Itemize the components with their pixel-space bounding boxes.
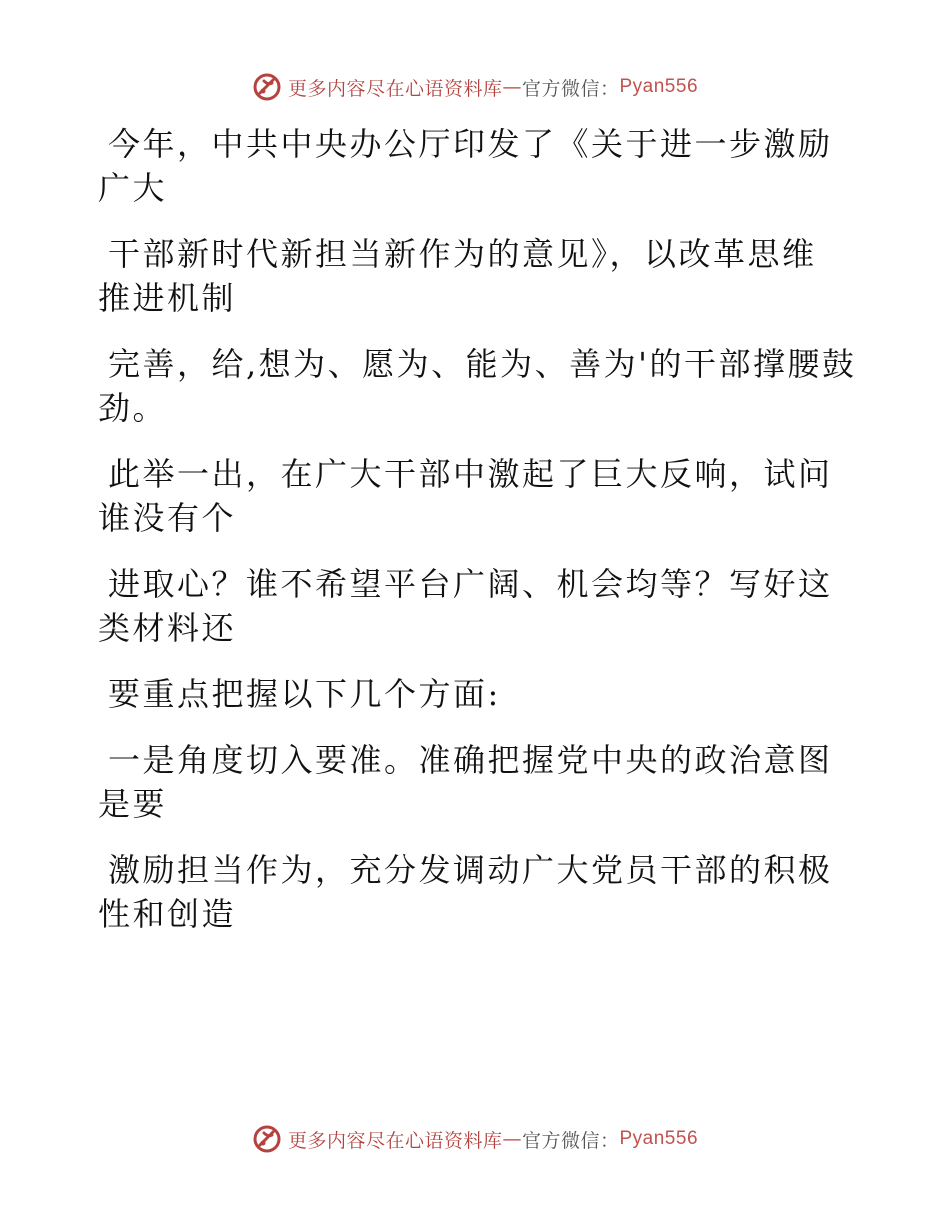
paragraph-continuation: 性和创造 <box>98 895 237 933</box>
wechat-label: 官方微信： <box>521 77 620 100</box>
paragraph-line: 此举一出，在广大干部中激起了巨大反响，试问 <box>108 455 833 493</box>
paragraph-continuation: 谁没有个 <box>98 499 237 537</box>
wechat-id: Pyan556 <box>619 76 699 97</box>
paragraph <box>98 738 858 826</box>
paragraph-continuation: 类材料还 <box>98 609 237 647</box>
paragraph-continuation: 是要 <box>98 785 168 823</box>
wechat-label: 官方微信： <box>521 1129 620 1152</box>
red-seal-logo-icon <box>252 1124 282 1154</box>
paragraph-line: 激励担当作为，充分发调动广大党员干部的积极 <box>108 851 833 889</box>
red-seal-logo-icon <box>252 72 282 102</box>
banner-dash: — <box>502 76 522 98</box>
paragraph <box>98 122 858 210</box>
banner-dash: — <box>502 1128 522 1150</box>
banner-text: 更多内容尽在心语资料库 <box>287 1129 503 1152</box>
footer-banner <box>0 1124 950 1154</box>
document-body <box>98 122 858 936</box>
paragraph-continuation: 推进机制 <box>98 279 237 317</box>
wechat-id: Pyan556 <box>619 1128 699 1149</box>
paragraph-line: 进取心？谁不希望平台广阔、机会均等？写好这 <box>108 565 833 603</box>
header-banner <box>0 72 950 102</box>
paragraph-line: 一是角度切入要准。准确把握党中央的政治意图 <box>108 741 833 779</box>
paragraph <box>98 452 858 540</box>
paragraph <box>98 342 858 430</box>
paragraph-continuation: 广大 <box>98 169 168 207</box>
paragraph <box>98 562 858 650</box>
banner-text: 更多内容尽在心语资料库 <box>287 77 503 100</box>
paragraph <box>98 232 858 320</box>
paragraph-line: 干部新时代新担当新作为的意见》，以改革思维 <box>108 235 817 273</box>
paragraph-line: 要重点把握以下几个方面: <box>108 675 501 713</box>
paragraph-continuation: 劲。 <box>98 389 168 427</box>
paragraph <box>98 848 858 936</box>
paragraph-line: 完善，给,想为、愿为、能为、善为'的干部撑腰鼓 <box>108 345 857 383</box>
paragraph <box>98 672 858 716</box>
paragraph-line: 今年，中共中央办公厅印发了《关于进一步激励 <box>108 125 833 163</box>
